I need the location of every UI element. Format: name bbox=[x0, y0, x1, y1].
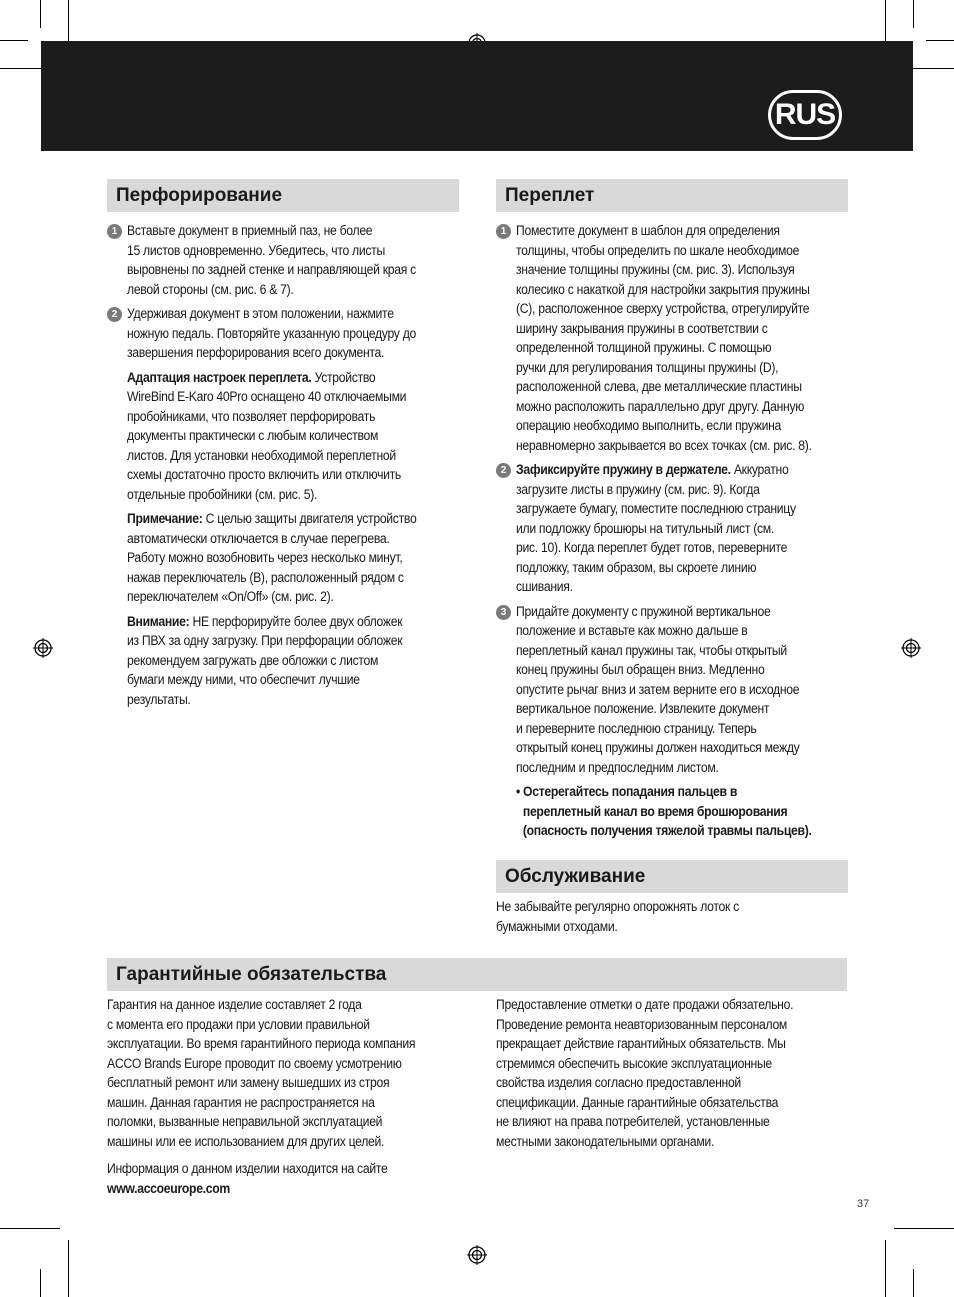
registration-mark-icon bbox=[33, 638, 53, 658]
perforation-step-2-text: Удерживая документ в этом положении, нажмите ножную педаль. Повторяйте указанную процедуру до завершения перфорирования всего документа. bbox=[127, 306, 417, 361]
product-info-line: Информация о данном изделии находится на сайте www.accoeurope.com bbox=[107, 1161, 388, 1197]
registration-mark-icon bbox=[901, 638, 921, 658]
registration-mark-icon bbox=[467, 1245, 487, 1265]
binding-step-2: 2 Зафиксируйте пружину в держателе. Аккуратно загрузите листы в пружину (см. рис. 9). Когда загружаете бумагу, поместите последнюю страницу или подложку брошюры на титульный лист (см. рис. 10). Когда переплет будет готов, переверните подложку, таким образом, вы скроете линию сшивания. bbox=[496, 461, 848, 598]
binding-adaptation-paragraph: Адаптация настроек переплета. Устройство WireBind E-Karo 40Pro оснащено 40 отключаемыми пробойниками, что позволяет перфорировать документы практически с любым количеством листов. Для установки необходимой переплетной схемы достаточно просто включить или отключить отдельные пробойники (см. рис. 5). bbox=[127, 369, 407, 503]
binding-section bbox=[496, 179, 848, 842]
step-number-icon: 1 bbox=[107, 224, 122, 239]
maintenance-text: Не забывайте регулярно опорожнять лоток с бумажными отходами. bbox=[496, 899, 739, 935]
perforation-heading: Перфорирование bbox=[107, 179, 459, 212]
binding-heading: Переплет bbox=[496, 179, 848, 212]
step-number-icon: 3 bbox=[496, 605, 511, 620]
perforation-section bbox=[107, 179, 459, 710]
maintenance-section bbox=[496, 860, 848, 937]
step-number-icon: 1 bbox=[496, 224, 511, 239]
warranty-right-text: Предоставление отметки о дате продажи обязательно. Проведение ремонта неавторизованным персоналом прекращает действие гарантийных обязательств. Мы стремимся обеспечить высокие эксплуатационные свойства изделия согласно предоставленной спецификации. Данные гарантийные обязательства не влияют на права потребителей, установленные местными законодательными органами. bbox=[496, 997, 794, 1150]
finger-caution: • Остерегайтесь попадания пальцев в переплетный канал во время брошюрования (опасность получения тяжелой травмы пальцев). bbox=[516, 784, 812, 839]
perforation-step-1 bbox=[107, 222, 459, 300]
warning-paragraph: Внимание: НЕ перфорируйте более двух обложек из ПВХ за одну загрузку. При перфорации обложек рекомендуем загружать две обложки с листом бумаги между ними, что обеспечит лучшие результаты. bbox=[127, 613, 403, 708]
perforation-step-1-text: Вставьте документ в приемный паз, не более 15 листов одновременно. Убедитесь, что листы выровнены по задней стенке и направляющей края с левой стороны (см. рис. 6 & 7). bbox=[127, 223, 416, 298]
warranty-heading: Гарантийные обязательства bbox=[107, 958, 847, 991]
page-number: 37 bbox=[857, 1198, 870, 1210]
binding-step-3: 3 Придайте документу с пружиной вертикальное положение и вставьте как можно дальше в переплетный канал пружины так, чтобы открытый конец пружины был обращен вниз. Медленно опустите рычаг вниз и затем верните его в исходное вертикальное положение. Извлеките документ и переверните последнюю страницу. Теперь открытый конец пружины должен находиться между последним и предпоследним листом. bbox=[496, 603, 848, 779]
step-number-icon: 2 bbox=[107, 307, 122, 322]
perforation-step-2 bbox=[107, 305, 459, 364]
note-paragraph: Примечание: С целью защиты двигателя устройство автоматически отключается в случае перегрева. Работу можно возобновить через несколько минут, нажав переключатель (B), расположенный рядом с переключателем «On/Off» (см. рис. 2). bbox=[127, 511, 417, 605]
binding-step-1: 1 Поместите документ в шаблон для определения толщины, чтобы определить по шкале необходимое значение толщины пружины (см. рис. 3). Используя колесико с накаткой для настройки закрытия пружины (C), расположенное сверху устройства, отрегулируйте ширину закрывания пружины в соответствии с определенной толщиной пружины. С помощью ручки для регулирования толщины пружины (D), расположенной слева, две металлические пластины можно расположить параллельно друг другу. Данную операцию необходимо выполнить, если пружина неравномерно закрывается во всех точках (см. рис. 8). bbox=[496, 222, 848, 456]
language-badge: RUS bbox=[768, 90, 842, 140]
step-number-icon: 2 bbox=[496, 463, 511, 478]
website-link[interactable]: www.accoeurope.com bbox=[107, 1180, 230, 1197]
warranty-section bbox=[107, 958, 847, 1199]
maintenance-heading: Обслуживание bbox=[496, 860, 848, 893]
warranty-left-text: Гарантия на данное изделие составляет 2 года с момента его продажи при условии правильной эксплуатации. Во время гарантийного периода компания ACCO Brands Europe проводит по своему усмотрению бесплатный ремонт или замену вышедших из строя машин. Данная гарантия не распространяется на поломки, вызванные неправильной эксплуатацией машины или ее использованием для других целей. bbox=[107, 997, 416, 1150]
